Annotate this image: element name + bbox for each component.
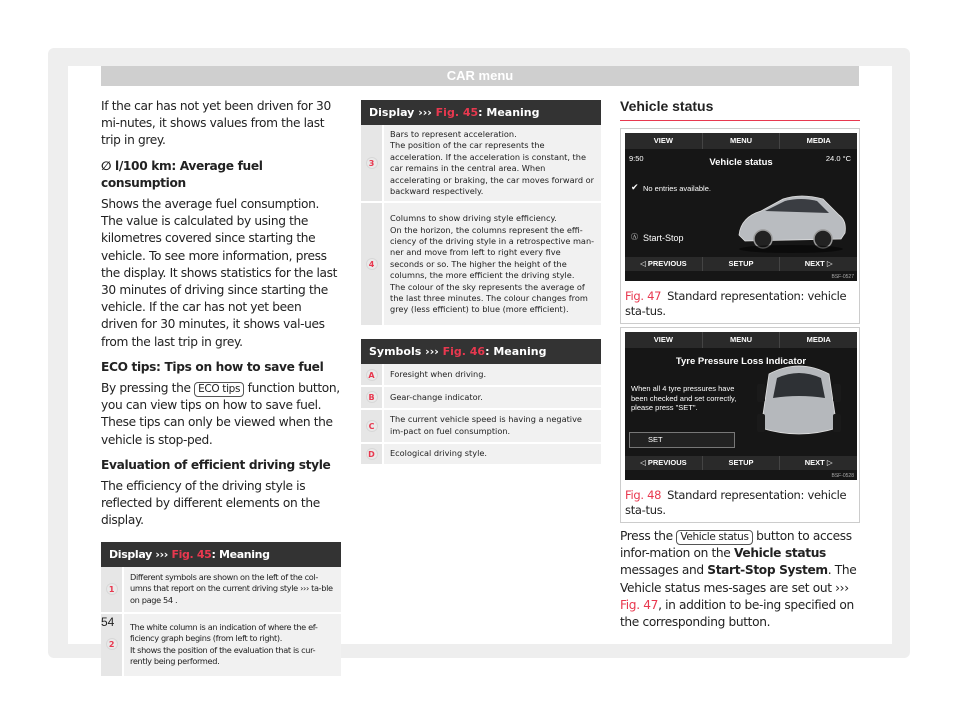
key-badge-1: 1	[106, 583, 118, 595]
start-stop-button[interactable]: Start-Stop	[643, 233, 684, 243]
row-text-2: The white column is an indication of where the ef-ficiency graph begins (from left to right). It shows the position of the evaluation that is cur-rently being performed.	[123, 613, 341, 677]
eco-tips-button[interactable]: ECO tips	[194, 382, 244, 397]
evaluation-heading: Evaluation of efficient driving style	[101, 457, 331, 472]
figure-47	[620, 128, 860, 324]
vehicle-status-button[interactable]: Vehicle status	[676, 530, 752, 545]
table-row	[361, 125, 601, 202]
page-number: 54	[101, 615, 115, 629]
row-text-b: Gear-change indicator.	[383, 386, 601, 408]
next-button[interactable]: NEXT ▷	[780, 257, 857, 271]
tyre-instructions: When all 4 tyre pressures have been checked and set correctly, please press "SET".	[631, 384, 737, 412]
figure-47-caption	[625, 289, 857, 319]
key-badge-3: 3	[366, 157, 378, 169]
right-column	[620, 98, 860, 118]
key-badge-a: A	[366, 369, 378, 381]
table-header-arrows: ›››	[155, 547, 168, 561]
table-header-meaning: : Meaning	[211, 547, 270, 561]
table-header-meaning: : Meaning	[478, 106, 540, 119]
evaluation-paragraph: The efficiency of the driving style is reflected by different elements on the display.	[101, 479, 320, 528]
figure-code: BSF-0528	[831, 473, 854, 479]
setup-button[interactable]: SETUP	[703, 257, 781, 271]
no-entries-text: No entries available.	[643, 184, 711, 193]
figure-47-number: Fig. 47	[625, 289, 662, 303]
vs-text-b: button to access infor-mation on the	[620, 529, 852, 561]
key-badge-b: B	[366, 391, 378, 403]
fig-45-link[interactable]: Fig. 45	[435, 106, 479, 119]
figure-code: BSF-0527	[831, 274, 854, 280]
table-header-label: Display	[369, 106, 415, 119]
table-row	[101, 567, 341, 613]
avg-fuel-heading	[101, 158, 341, 192]
tyre-pressure-screen	[625, 332, 857, 480]
intro-paragraph: If the car has not yet been driven for 30 mi-nutes, it shows values from the last trip in grey.	[101, 99, 331, 148]
vehicle-status-paragraph	[620, 528, 860, 631]
figure-48-caption-text: Standard representation: vehicle sta-tus.	[625, 488, 847, 517]
row-text-3: Bars to represent acceleration. The position of the car represents the acceleration. If the acceleration is constant, the car remains in the central area. When accelerating or braking, the car moves forward or backward respectively.	[383, 125, 601, 202]
table-header-arrows: ›››	[418, 106, 432, 119]
row-text-1: Different symbols are shown on the left of the col-umns that report on the current driving style ››› ta-ble on page 54 .	[123, 567, 341, 613]
row-text-4: Columns to show driving style efficiency. On the horizon, the columns represent the effi-ciency of the driving style in a retrospective man-ner and move from left to right every five seconds or so. The higher the height of the columns, the more efficient the driving style. The colour of the sky represents the average of the last three minutes. The colour changes from grey (less efficient) to blue (more efficient).	[383, 202, 601, 326]
screen-bottom-nav	[625, 257, 857, 271]
middle-column	[361, 100, 601, 466]
eco-tips-heading: ECO tips: Tips on how to save fuel	[101, 359, 324, 374]
table-row	[361, 409, 601, 443]
figure-48-caption	[625, 488, 857, 518]
car-top-illustration	[749, 354, 849, 444]
vs-bold-start-stop: Start-Stop System	[707, 563, 828, 578]
screen-temperature: 24.0 °C	[825, 154, 851, 163]
figure-48-number: Fig. 48	[625, 488, 662, 502]
table-header-meaning: : Meaning	[485, 345, 547, 359]
table-row	[101, 613, 341, 677]
set-button[interactable]	[629, 432, 735, 448]
vs-text-e: , in addition to be-ing specified on the corresponding button.	[620, 597, 854, 630]
screen-bottom-nav	[625, 456, 857, 470]
avg-fuel-paragraph: Shows the average fuel consumption. The value is calculated by using the kilometres covered since starting the vehicle. To see more information, press the display. It shows statistics for the last 30 minutes of driving since starting the vehicle. If the car has not yet been driven for 30 minutes, it shows val-ues from the last trip in grey.	[101, 197, 338, 349]
page-header: CAR menu	[101, 66, 859, 86]
vs-arrows: ›››	[835, 580, 849, 595]
fig-46-link[interactable]: Fig. 46	[442, 345, 486, 359]
table-header-label: Symbols	[369, 345, 422, 359]
screen-title: Vehicle status	[709, 157, 773, 168]
previous-button[interactable]: ◁ PREVIOUS	[625, 257, 703, 271]
left-column	[101, 98, 341, 678]
screen-title: Tyre Pressure Loss Indicator	[675, 356, 807, 367]
table-header-label: Display	[109, 547, 152, 561]
screen-time: 9:50	[629, 154, 644, 163]
setup-button[interactable]: SETUP	[703, 456, 781, 470]
screen-top-menu	[625, 332, 857, 348]
key-badge-d: D	[366, 448, 378, 460]
key-badge-4: 4	[366, 258, 378, 270]
table-header	[101, 542, 341, 567]
vehicle-status-title: Vehicle status	[620, 98, 860, 121]
display-meaning-table-2	[361, 100, 601, 327]
display-meaning-table-1	[101, 542, 341, 678]
row-text-d: Ecological driving style.	[383, 443, 601, 465]
figure-47-caption-text: Standard representation: vehicle sta-tus.	[625, 289, 847, 318]
average-symbol-icon: ∅	[101, 158, 112, 173]
table-row	[361, 386, 601, 408]
eco-tips-paragraph	[101, 380, 341, 449]
vs-text-d: . The Vehicle status mes-sages are set out	[620, 563, 857, 595]
eco-tips-text-b: function button, you can view tips on how to save fuel. These tips can only be viewed when the vehicle is stop-ped.	[101, 381, 340, 447]
row-text-c: The current vehicle speed is having a negative im-pact on fuel consumption.	[383, 409, 601, 443]
vs-text-c: messages and	[620, 563, 704, 578]
car-illustration	[731, 187, 851, 257]
vs-text-a: Press the	[620, 529, 673, 543]
figure-48	[620, 327, 860, 523]
table-row	[361, 202, 601, 326]
table-header	[361, 339, 601, 364]
table-header-arrows: ›››	[425, 345, 439, 359]
vs-bold-vehicle-status: Vehicle status	[733, 546, 826, 561]
set-button-label: SET	[648, 435, 663, 444]
vehicle-status-screen	[625, 133, 857, 281]
symbols-meaning-table	[361, 339, 601, 466]
key-badge-c: C	[366, 420, 378, 432]
fig-47-link[interactable]: Fig. 47	[620, 597, 659, 612]
menu-tab[interactable]: MENU	[703, 332, 781, 348]
fig-45-link[interactable]: Fig. 45	[171, 547, 212, 561]
menu-tab[interactable]: MENU	[703, 133, 781, 149]
start-stop-icon: Ⓐ	[631, 234, 638, 241]
view-tab[interactable]: VIEW	[625, 332, 703, 348]
table-header	[361, 100, 601, 125]
table-row	[361, 364, 601, 386]
key-badge-2: 2	[106, 638, 118, 650]
table-row	[361, 443, 601, 465]
row-text-a: Foresight when driving.	[383, 364, 601, 386]
media-tab[interactable]: MEDIA	[780, 133, 857, 149]
media-tab[interactable]: MEDIA	[780, 332, 857, 348]
next-button[interactable]: NEXT ▷	[780, 456, 857, 470]
avg-fuel-heading-text: l/100 km: Average fuel consumption	[101, 158, 263, 190]
check-icon: ✔	[631, 182, 639, 192]
screen-top-menu	[625, 133, 857, 149]
eco-tips-text-a: By pressing the	[101, 381, 191, 396]
previous-button[interactable]: ◁ PREVIOUS	[625, 456, 703, 470]
view-tab[interactable]: VIEW	[625, 133, 703, 149]
